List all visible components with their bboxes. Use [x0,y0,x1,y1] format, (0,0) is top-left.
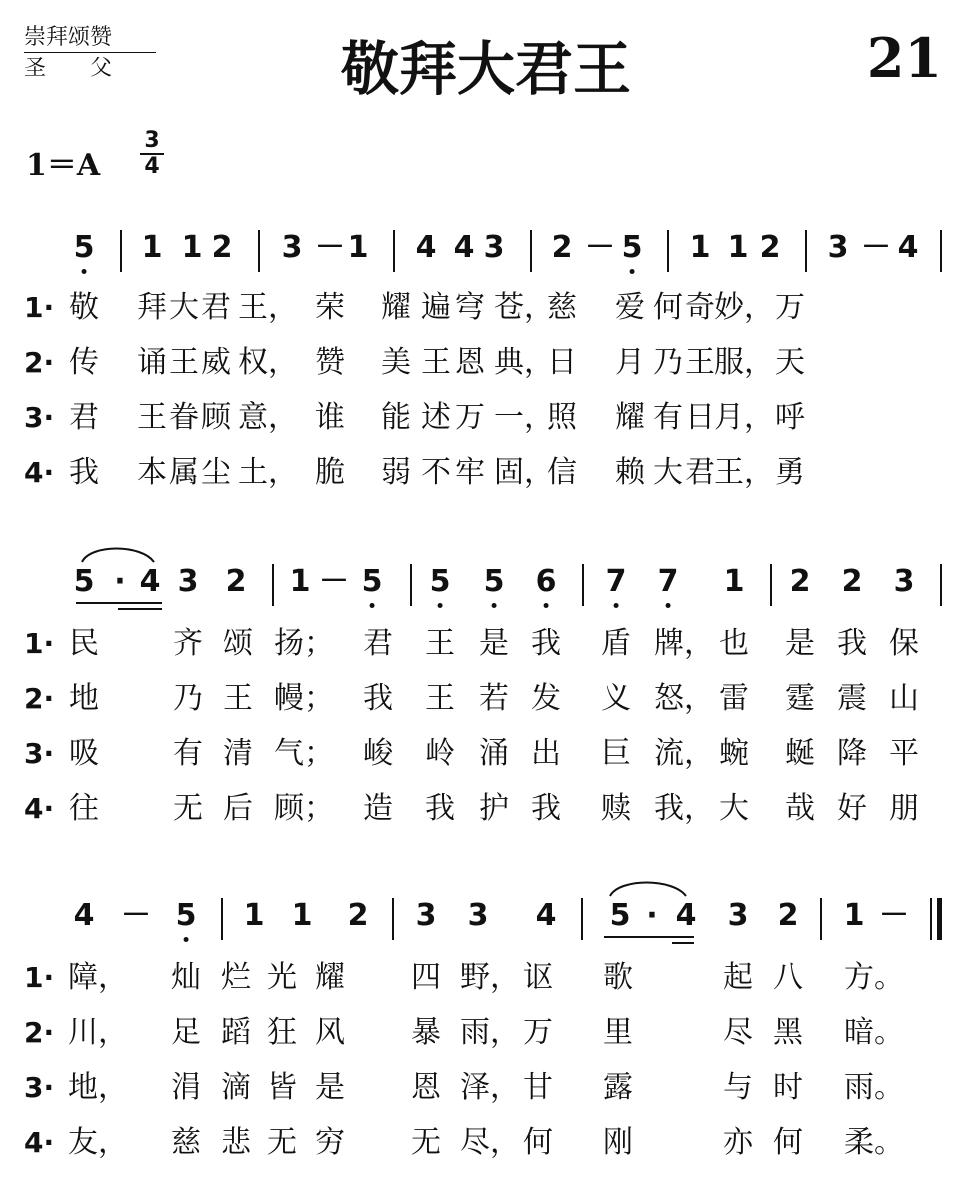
lyric-syllable: 爱 [615,290,645,325]
lyric-syllable: 遍 [421,290,451,325]
lyric-syllable: 哉 [785,791,815,826]
note: 1 [843,898,865,933]
lyric-syllable: 天 [775,345,805,380]
lyric-syllable: 八 [773,960,803,995]
barline [581,898,583,940]
barline [221,898,223,940]
note: － [121,898,151,933]
lyric-syllable: 勇 [775,455,805,490]
category-label: 崇拜颂赞 [24,26,156,53]
note: 1 [727,230,749,265]
lyric-syllable: 我 [363,681,393,716]
lyric-syllable: 巨 [601,736,631,771]
lyric-syllable: 风 [315,1015,345,1050]
verse-number: 3· [24,1071,55,1104]
lyric-syllable: 赞 [315,345,345,380]
lyric-syllable: 权， [238,345,298,380]
lyric-syllable: 亦 [723,1125,753,1160]
final-barline-thin [930,898,932,940]
lyric-syllable: 颂 [223,626,253,661]
lyric-syllable: 王 [685,345,715,380]
note: 4 [897,230,919,265]
note: 6 [535,564,557,599]
barline [392,898,394,940]
lyric-syllable: 穹 [455,290,485,325]
lyric-syllable: 烂 [221,960,251,995]
lyric-syllable: 意， [238,400,298,435]
note: － [319,564,349,599]
verse-number: 2· [24,1016,55,1049]
lyric-syllable: 牢 [455,455,485,490]
lyric-syllable: 皆 [267,1070,297,1105]
note: 3 [281,230,303,265]
note: 1 [723,564,745,599]
barline [120,230,122,272]
underline-beam [604,936,694,938]
underline-beam [672,942,694,944]
note: － [315,230,345,265]
lyric-syllable: 威 [201,345,231,380]
note: 4 [139,564,161,599]
verse-number: 1· [24,291,55,324]
note: 5 [609,898,631,933]
lyric-syllable: 月， [714,400,774,435]
note: 3 [177,564,199,599]
note: 7 [605,564,627,599]
lyric-syllable: 何 [523,1125,553,1160]
lyric-syllable: 土， [238,455,298,490]
lyric-syllable: 顾； [274,791,334,826]
lyric-syllable: 何 [653,290,683,325]
note: 3 [415,898,437,933]
lyric-syllable: 君 [69,400,99,435]
lyric-syllable: 本 [137,455,167,490]
lyric-syllable: 脆 [315,455,345,490]
lyric-syllable: 黑 [773,1015,803,1050]
note: 1 [347,230,369,265]
subcategory-label: 圣父 [24,56,157,81]
verse-number: 2· [24,682,55,715]
lyric-syllable: 好 [837,791,867,826]
lyric-syllable: 障， [68,960,128,995]
lyric-syllable: 甘 [523,1070,553,1105]
lyric-syllable: 乃 [173,681,203,716]
lyric-syllable: 民 [69,626,99,661]
note: 4 [415,230,437,265]
lyric-syllable: 固， [494,455,554,490]
lyric-syllable: 日 [547,345,577,380]
barline [940,230,942,272]
barline [770,564,772,606]
note: 4 [453,230,475,265]
lyric-syllable: 大 [719,791,749,826]
lyric-syllable: 拜 [137,290,167,325]
lyric-syllable: 大 [653,455,683,490]
lyric-syllable: 野， [460,960,520,995]
lyric-syllable: 我 [531,626,561,661]
note: 2 [551,230,573,265]
lyric-syllable: 诵 [137,345,167,380]
lyric-syllable: 一， [494,400,554,435]
note: 2 [777,898,799,933]
lyric-syllable: 友， [68,1125,128,1160]
lyric-syllable: 王 [137,400,167,435]
lyric-syllable: 雷 [719,681,749,716]
lyric-syllable: 不 [421,455,451,490]
barline [820,898,822,940]
lyric-syllable: 我 [531,791,561,826]
lyric-syllable: 尘 [201,455,231,490]
note: 1 [689,230,711,265]
lyric-syllable: 信 [547,455,577,490]
lyric-syllable: 月 [615,345,645,380]
note: 5 [483,564,505,599]
lyric-syllable: 耀 [315,960,345,995]
note: 3 [467,898,489,933]
lyric-syllable: 弱 [381,455,411,490]
lyric-syllable: 奇 [685,290,715,325]
note: 4 [73,898,95,933]
note: 4 [535,898,557,933]
lyric-syllable: 悲 [221,1125,251,1160]
note: － [585,230,615,265]
lyric-syllable: 美 [381,345,411,380]
lyric-syllable: 川， [68,1015,128,1050]
lyric-syllable: 光 [267,960,297,995]
lyric-syllable: 顾 [201,400,231,435]
lyric-syllable: 我 [837,626,867,661]
lyric-syllable: 霆 [785,681,815,716]
verse-number: 4· [24,1126,55,1159]
barline [667,230,669,272]
lyric-syllable: 幔； [274,681,334,716]
lyric-syllable: 扬； [274,626,334,661]
lyric-syllable: 雨， [460,1015,520,1050]
lyric-syllable: 露 [603,1070,633,1105]
note: 5 [621,230,643,265]
lyric-syllable: 王 [425,626,455,661]
lyric-syllable: 雨。 [844,1070,904,1105]
note: 3 [893,564,915,599]
lyric-syllable: 妙， [714,290,774,325]
lyric-syllable: 牌， [654,626,714,661]
note: 3 [827,230,849,265]
lyric-syllable: 时 [773,1070,803,1105]
lyric-syllable: 山 [889,681,919,716]
lyric-syllable: 降 [837,736,867,771]
lyric-syllable: 王， [714,455,774,490]
lyric-syllable: 乃 [653,345,683,380]
time-signature-top: 3 [144,128,160,153]
lyric-syllable: 谁 [315,400,345,435]
lyric-syllable: 出 [531,736,561,771]
lyric-syllable: 何 [773,1125,803,1160]
lyric-syllable: 吸 [69,736,99,771]
key-signature: 1＝A [26,148,101,183]
note: 1 [141,230,163,265]
lyric-syllable: 尽 [723,1015,753,1050]
lyric-syllable: 有 [173,736,203,771]
lyric-syllable: 后 [223,791,253,826]
lyric-syllable: 灿 [171,960,201,995]
lyric-syllable: 万 [455,400,485,435]
lyric-syllable: 岭 [425,736,455,771]
note: 2 [347,898,369,933]
barline [272,564,274,606]
lyric-syllable: 尽， [460,1125,520,1160]
lyric-syllable: 慈 [547,290,577,325]
verse-number: 4· [24,792,55,825]
lyric-syllable: 王 [425,681,455,716]
lyric-syllable: 王 [421,345,451,380]
lyric-syllable: 里 [603,1015,633,1050]
lyric-syllable: 四 [411,960,441,995]
lyric-syllable: 义 [601,681,631,716]
note: 1 [291,898,313,933]
verse-number: 1· [24,627,55,660]
time-signature [140,130,164,178]
lyric-syllable: 柔。 [844,1125,904,1160]
lyric-syllable: 无 [267,1125,297,1160]
lyric-syllable: 蜿 [719,736,749,771]
lyric-syllable: 大 [169,290,199,325]
lyric-syllable: 方。 [844,960,904,995]
lyric-syllable: 暴 [411,1015,441,1050]
verse-number: 4· [24,456,55,489]
lyric-syllable: 怒， [654,681,714,716]
note: 5 [73,230,95,265]
lyric-syllable: 往 [69,791,99,826]
slur-tie [608,876,688,898]
lyric-syllable: 蹈 [221,1015,251,1050]
lyric-syllable: 与 [723,1070,753,1105]
time-signature-bottom: 4 [144,154,160,179]
lyric-syllable: 朋 [889,791,919,826]
underline-beam [118,608,162,610]
lyric-syllable: 起 [723,960,753,995]
lyric-syllable: 君 [363,626,393,661]
lyric-syllable: 我 [425,791,455,826]
lyric-syllable: 发 [531,681,561,716]
note: 7 [657,564,679,599]
lyric-syllable: 照 [547,400,577,435]
lyric-syllable: 流， [654,736,714,771]
lyric-syllable: 若 [479,681,509,716]
note: － [879,898,909,933]
lyric-syllable: 慈 [171,1125,201,1160]
note: 1 [243,898,265,933]
lyric-syllable: 王 [169,345,199,380]
lyric-syllable: 王 [223,681,253,716]
lyric-syllable: 是 [785,626,815,661]
lyric-syllable: 能 [381,400,411,435]
verse-number: 2· [24,346,55,379]
lyric-syllable: 地， [68,1070,128,1105]
final-barline-thick [937,898,942,940]
lyric-syllable: 万 [523,1015,553,1050]
note: · [114,564,126,599]
hymn-title: 敬拜大君王 [340,35,631,103]
lyric-syllable: 荣 [315,290,345,325]
barline [582,564,584,606]
lyric-syllable: 属 [169,455,199,490]
note: 5 [73,564,95,599]
lyric-syllable: 我， [654,791,714,826]
barline [940,564,942,606]
note: 2 [225,564,247,599]
note: 5 [175,898,197,933]
note: 4 [675,898,697,933]
lyric-syllable: 恩 [455,345,485,380]
lyric-syllable: 平 [889,736,919,771]
hymn-number: 21 [866,26,942,90]
lyric-syllable: 盾 [601,626,631,661]
lyric-syllable: 足 [171,1015,201,1050]
lyric-syllable: 是 [315,1070,345,1105]
lyric-syllable: 无 [173,791,203,826]
lyric-syllable: 蜒 [785,736,815,771]
lyric-syllable: 我 [69,455,99,490]
lyric-syllable: 传 [69,345,99,380]
lyric-syllable: 清 [223,736,253,771]
verse-number: 3· [24,737,55,770]
verse-number: 1· [24,961,55,994]
lyric-syllable: 典， [494,345,554,380]
lyric-syllable: 气； [274,736,334,771]
lyric-syllable: 狂 [267,1015,297,1050]
lyric-syllable: 穷 [315,1125,345,1160]
lyric-syllable: 服， [714,345,774,380]
note: 2 [841,564,863,599]
lyric-syllable: 君 [685,455,715,490]
lyric-syllable: 恩 [411,1070,441,1105]
lyric-syllable: 讴 [523,960,553,995]
lyric-syllable: 涌 [479,736,509,771]
note: 1 [181,230,203,265]
note: 3 [727,898,749,933]
lyric-syllable: 敬 [69,290,99,325]
lyric-syllable: 是 [479,626,509,661]
note: 2 [759,230,781,265]
note: 5 [361,564,383,599]
lyric-syllable: 述 [421,400,451,435]
note: 3 [483,230,505,265]
lyric-syllable: 暗。 [844,1015,904,1050]
lyric-syllable: 耀 [615,400,645,435]
lyric-syllable: 保 [889,626,919,661]
lyric-syllable: 王， [238,290,298,325]
lyric-syllable: 无 [411,1125,441,1160]
lyric-syllable: 赖 [615,455,645,490]
lyric-syllable: 也 [719,626,749,661]
note: 5 [429,564,451,599]
barline [530,230,532,272]
lyric-syllable: 呼 [775,400,805,435]
lyric-syllable: 滴 [221,1070,251,1105]
note: 1 [289,564,311,599]
lyric-syllable: 耀 [381,290,411,325]
underline-beam [76,602,162,604]
lyric-syllable: 万 [775,290,805,325]
lyric-syllable: 日 [685,400,715,435]
lyric-syllable: 峻 [363,736,393,771]
barline [393,230,395,272]
lyric-syllable: 有 [653,400,683,435]
barline [805,230,807,272]
lyric-syllable: 护 [479,791,509,826]
note: 2 [211,230,233,265]
lyric-syllable: 眷 [169,400,199,435]
barline [258,230,260,272]
lyric-syllable: 造 [363,791,393,826]
note: － [861,230,891,265]
lyric-syllable: 君 [201,290,231,325]
lyric-syllable: 歌 [603,960,633,995]
lyric-syllable: 涓 [171,1070,201,1105]
lyric-syllable: 刚 [603,1125,633,1160]
lyric-syllable: 地 [69,681,99,716]
note: · [646,898,658,933]
lyric-syllable: 泽， [460,1070,520,1105]
lyric-syllable: 震 [837,681,867,716]
verse-number: 3· [24,401,55,434]
lyric-syllable: 赎 [601,791,631,826]
lyric-syllable: 齐 [173,626,203,661]
slur-tie [80,542,156,564]
barline [410,564,412,606]
lyric-syllable: 苍， [494,290,554,325]
note: 2 [789,564,811,599]
